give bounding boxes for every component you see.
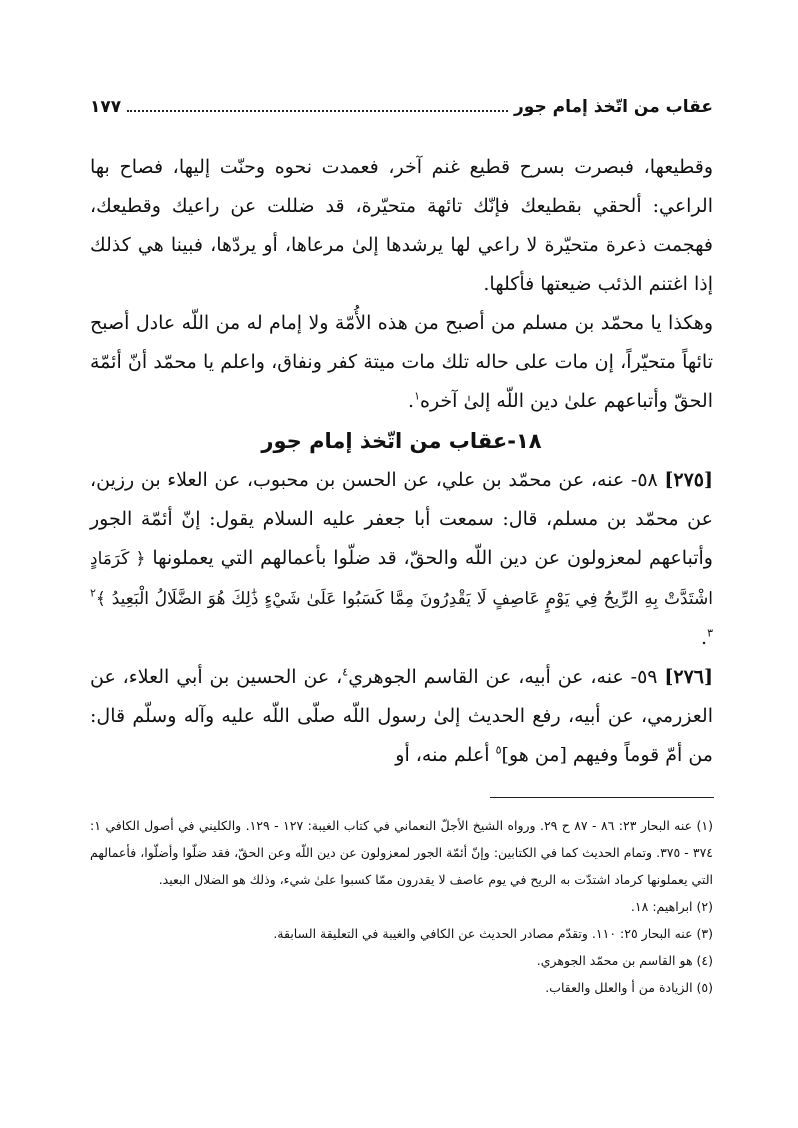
hadith-number: [٢٧٦] [664, 666, 713, 688]
footnote-ref: ٢ ٣ [90, 586, 713, 640]
hadith-text: أعلم منه، أو [395, 744, 496, 766]
footnote: (٣) عنه البحار ٢٥: ١١٠. وتقدّم مصادر الحديث عن الكافي والغيبة في التعليقة السابقة. [273, 926, 713, 941]
footnote-ref: ١ [414, 389, 420, 403]
header-title: عقاب من اتّخذ إمام جور [514, 97, 713, 117]
hadith-text: ، عن الحسين بن أبي العلاء، عن العزرمي، عن أبيه، رفع الحديث إلىٰ رسول اللّه صلّى اللّه عليه وآله وسلّم قال: من أمّ قوماً وفيهم [من هو] [90, 666, 713, 766]
paragraph-text: وهكذا يا محمّد بن مسلم من أصبح من هذه الأُمّة ولا إمام له من اللّه عادل أصبح تائهاً متحيّراً، إن مات على حاله تلك مات ميتة كفر ونفاق، واعلم يا محمّد أنّ أئمّة الحقّ وأتباعهم علىٰ دين اللّه إلىٰ آخره [90, 312, 713, 412]
hadith-275: [٢٧٥] ٥٨- عنه، عن محمّد بن علي، عن الحسن بن محبوب، عن العلاء بن رزين، عن محمّد بن مسلم، قال: سمعت أبا جعفر عليه السلام يقول: إنّ أئمّة الجور وأتباعهم لمعزولون عن دين اللّه والحقّ، قد ضلّوا بأعمالهم التي يعملونها ﴿ كَرَمَادٍ اشْتَدَّتْ بِهِ الرِّيحُ فِي يَوْمٍ عَاصِفٍ لَا يَقْدِرُونَ مِمَّا كَسَبُوا عَلَىٰ شَيْءٍ ذَٰلِكَ هُوَ الضَّلَالُ الْبَعِيدُ ﴾$^{٢ ٣}$. [90, 469, 714, 649]
quran-verse: ﴿ كَرَمَادٍ اشْتَدَّتْ بِهِ الرِّيحُ فِي يَوْمٍ عَاصِفٍ لَا يَقْدِرُونَ مِمَّا كَسَبُوا عَلَىٰ شَيْءٍ ذَٰلِكَ هُوَ الضَّلَالُ الْبَعِيدُ ﴾ [90, 549, 713, 609]
footnote-divider [490, 797, 714, 798]
hadith-276 [90, 658, 713, 775]
paragraph: وهكذا يا محمّد بن مسلم من أصبح من هذه الأُمّة ولا إمام له من اللّه عادل أصبح تائهاً متحيّراً، إن مات على حاله تلك مات ميتة كفر ونفاق، واعلم يا محمّد أنّ أئمّة الحقّ وأتباعهم علىٰ دين اللّه إلىٰ آخره$^١$. [90, 312, 713, 412]
header-dot-leader [127, 102, 508, 112]
hadith-number: [٢٧٥] [664, 469, 714, 491]
footnote: (٥) الزيادة من أ والعلل والعقاب. [545, 980, 713, 995]
paragraph: وقطيعها، فبصرت بسرح قطيع غنم آخر، فعمدت نحوه وحنّت إليها، فصاح بها الراعي: ألحقي بقطيعك فإنّك تائهة متحيّرة، قد ضللت عن راعيك وقطيعك، فهجمت ذعرة متحيّرة لا راعي لها يرشدها إلىٰ مرعاها، أو يردّها، فبينا هي كذلك إذا اغتنم الذئب ضيعتها فأكلها. [90, 156, 713, 295]
hadith-text: ٥٩- عنه، عن أبيه، عن القاسم الجوهري [348, 666, 658, 688]
footnote: (١) عنه البحار ٢٣: ٨٦ - ٨٧ ح ٢٩. ورواه الشيخ الأجلّ النعماني في كتاب الغيبة: ١٢٧ - ١٢٩. والكليني في أصول الكافي ١: ٣٧٤ - ٣٧٥. وتمام الحديث كما في الكتابين: وإنّ أئمّة الجور لمعزولون عن دين اللّه وعن الحقّ، فقد ضلّوا وأضلّوا، فأعمالهم التي يعملونها كرماد اشتدّت به الريح في يوم عاصف لا يقدرون ممّا كسبوا علىٰ شيء، وذلك هو الضلال البعيد. [90, 818, 714, 887]
running-header [90, 92, 713, 122]
hadith-text: ٥٨- عنه، عن محمّد بن علي، عن الحسن بن محبوب، عن العلاء بن رزين، عن محمّد بن مسلم، قال: سمعت أبا جعفر عليه السلام يقول: إنّ أئمّة الجور وأتباعهم لمعزولون عن دين اللّه والحقّ، قد ضلّوا بأعمالهم التي يعملونها [90, 469, 713, 569]
main-text [90, 148, 713, 775]
section-heading: ١٨-عقاب من اتّخذ إمام جور [261, 429, 542, 453]
footnote: (٢) ابراهيم: ١٨. [630, 899, 713, 914]
page-number: ١٧٧ [90, 97, 122, 117]
footnote: (٤) هو القاسم بن محمّد الجوهري. [536, 953, 713, 968]
footnote-ref: ٤ [342, 665, 349, 679]
footnote-ref: ٥ [495, 743, 502, 757]
footnotes [90, 812, 713, 1001]
